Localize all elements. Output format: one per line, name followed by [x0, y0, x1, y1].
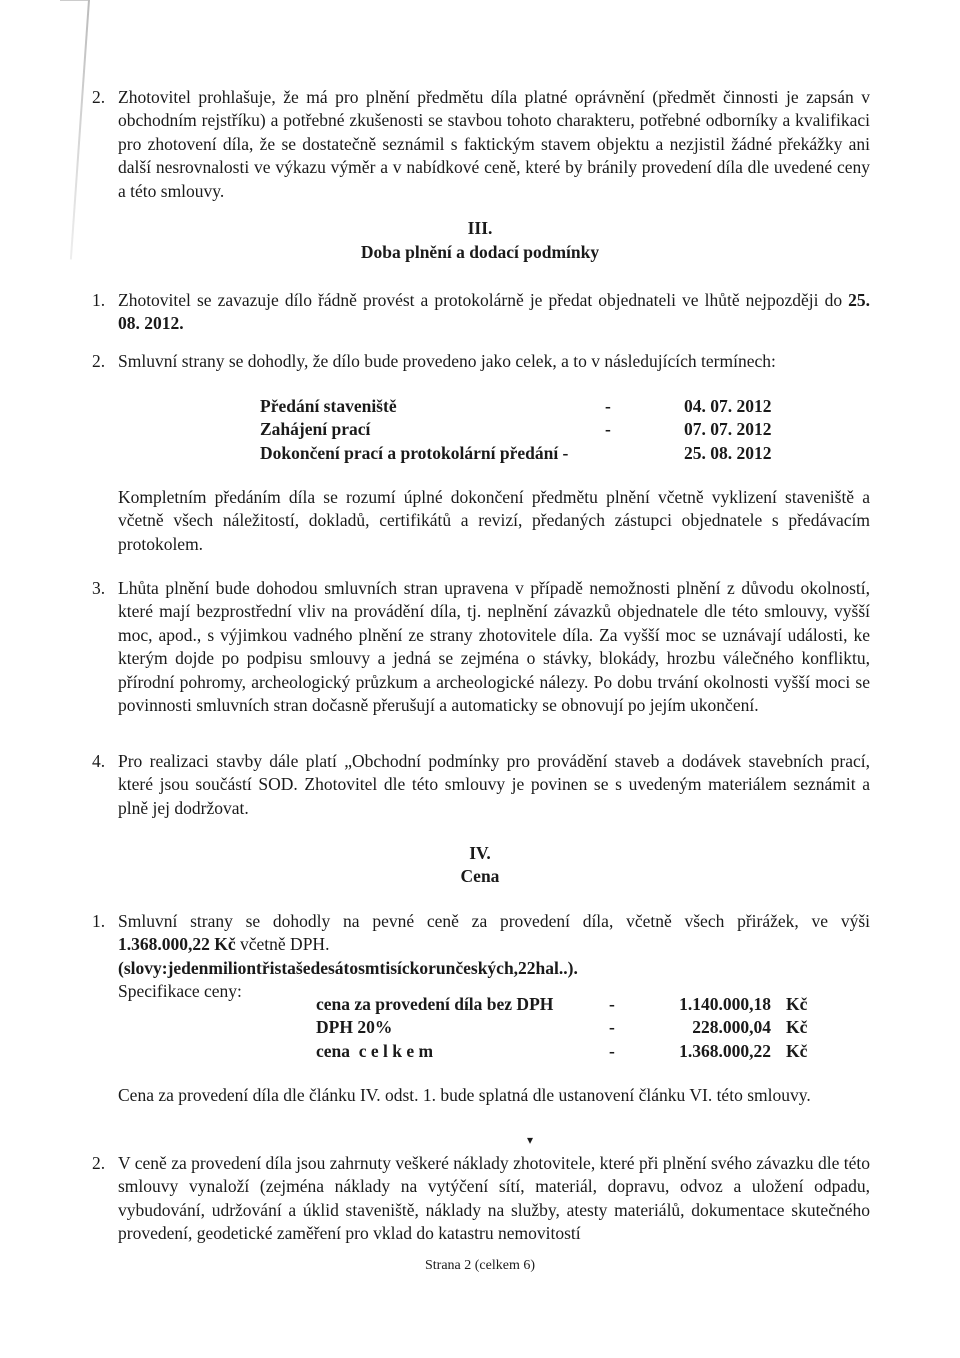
paragraph-body: Zhotovitel se zavazuje dílo řádně provést a protokolárně je předat objednateli ve lhůtě nejpozději do [118, 290, 843, 310]
paragraph-number: 1. [92, 911, 106, 931]
price-spec-label: Specifikace ceny: [118, 981, 242, 1002]
article-title: Doba plnění a dodací podmínky [360, 242, 600, 262]
schedule-date: 04. 07. 2012 [684, 396, 772, 416]
price-label: DPH 20% [316, 1017, 393, 1038]
price-dash: - [609, 994, 615, 1014]
schedule-dash: - [605, 419, 611, 440]
paragraph-number: 1. [92, 290, 106, 310]
paragraph-text: Smluvní strany se dohodly, že dílo bude provedeno jako celek, a to v následujících termínech: [118, 351, 776, 371]
price-label: cena za provedení díla bez DPH [316, 994, 554, 1014]
schedule-label: Předání staveniště [260, 396, 397, 416]
article-number: III. [467, 218, 493, 238]
schedule-dash: - [605, 396, 611, 416]
price-currency: Kč [786, 994, 808, 1014]
paragraph-number: 2. [92, 1153, 106, 1173]
paragraph-number: 4. [92, 751, 106, 771]
paragraph-text: Lhůta plnění bude dohodou smluvních stran upravena v případě nemožnosti plnění z důvodu okolností, které mají bezprostřední vliv na provádění díla, tj. neplnění závazků objednatele dle této smlouvy, vyšší moc, apod., s výjimkou vadného plnění ze strany zhotovitele díla. Za vyšší moc se uznávají události, ke kterým dojde po podpisu smlouvy a jedná se zejména o stávky, blokády, hrozbu válečného konfliktu, přírodní pohromy, archeologický průzkum a archeologické nálezy. Po dobu trvání okolnosti vyšší moci se povinnosti smluvních stran dočasně přerušují a automaticky se obnovují po jejím ukončení. [118, 578, 870, 716]
paragraph-text: V ceně za provedení díla jsou zahrnuty veškeré náklady zhotovitele, které při plnění svého závazku dle této smlouvy vynaloží (zejména náklady na vytýčení sítí, materiál, dopravu, odvoz a uložení odpadu, vybudování, udržování a úklid staveniště, náklady na služby, atesty materiálů, dokumentace skutečného provedení, geodetické zaměření pro vklad do katastru nemovitostí [118, 1153, 870, 1244]
price-total-line [118, 933, 870, 956]
paragraph-text: Kompletním předáním díla se rozumí úplné dokončení předmětu plnění včetně vyklizení staveniště a včetně všech náležitostí, dokladů, certifikátů a revizí, předaných zástupci objednatele s předávacím protokolem. [118, 487, 870, 554]
scan-speck: ▾ [527, 1133, 534, 1147]
price-vat-note: včetně DPH. [240, 934, 330, 955]
article-number: IV. [469, 843, 491, 863]
price-label: cena c e l k e m [316, 1040, 434, 1061]
paragraph-text: Pro realizaci stavby dále platí „Obchodní podmínky pro provádění staveb a dodávek stavebních prací, které jsou součástí SOD. Zhotovitel dle této smlouvy je povinen se s uvedeným materiálem seznámit a plně jej dodržovat. [118, 751, 870, 818]
schedule-date: 07. 07. 2012 [684, 419, 772, 440]
article-title: Cena [460, 866, 500, 886]
price-currency: Kč [786, 1040, 808, 1061]
scan-artifact [60, 0, 90, 1]
schedule-label: Dokončení prací a protokolární předání - [260, 442, 569, 463]
page-footer: Strana 2 (celkem 6) [424, 1258, 535, 1273]
paragraph-text [118, 910, 870, 1004]
paragraph-text: Zhotovitel prohlašuje, že má pro plnění předmětu díla platné oprávnění (předmět činnosti je zapsán v obchodním rejstříku) a potřebné zkušenosti se stavbou tohoto charakteru, potřebné odborníky a kvalifikaci pro zhotovení díla, že se dostatečně seznámil s faktickým stavem objektu a nezjistil žádné překážky ani další nesrovnalosti ve výkazu výměr a v nabídkové ceně, které by bránily provedení díla dle uvedené ceny a této smlouvy. [118, 87, 870, 201]
paragraph-number: 3. [92, 578, 106, 598]
price-in-words: (slovy:jedenmiliontřistašedesátosmtisíckorunčeských,22hal..). [118, 957, 578, 978]
price-value: 1.368.000,22 [679, 1040, 771, 1061]
paragraph-number: 2. [92, 87, 106, 107]
price-dash: - [609, 1017, 615, 1038]
price-value: 1.140.000,18 [679, 994, 771, 1014]
paragraph-text: Cena za provedení díla dle článku IV. odst. 1. bude splatná dle ustanovení článku VI. této smlouvy. [118, 1085, 811, 1105]
paragraph-text [118, 289, 870, 336]
price-amount: 1.368.000,22 Kč [118, 934, 236, 955]
price-currency: Kč [786, 1017, 808, 1038]
price-value: 228.000,04 [692, 1017, 771, 1038]
schedule-label: Zahájení prací [260, 419, 371, 440]
paragraph-number: 2. [92, 351, 106, 371]
price-dash: - [609, 1040, 615, 1061]
schedule-date: 25. 08. 2012 [684, 442, 772, 463]
price-intro: Smluvní strany se dohodly na pevné ceně za provedení díla, včetně všech přirážek, ve výši [118, 911, 870, 931]
deadline-date: 25. 08. 2012. [118, 290, 871, 334]
